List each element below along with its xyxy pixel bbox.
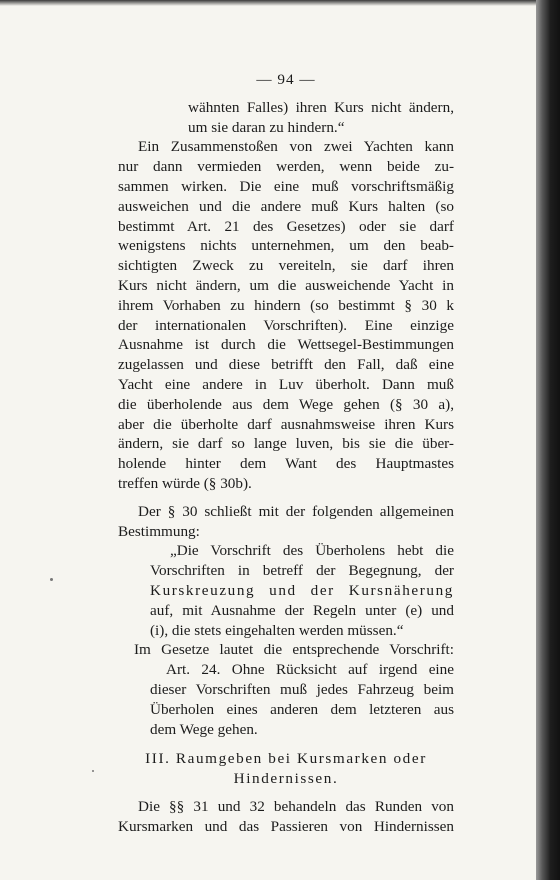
- text-line: Kurskreuzung und der Kursnäherung: [150, 581, 454, 599]
- text-line: Die §§ 31 und 32 behandeln das Runden von: [138, 797, 454, 815]
- paragraph-gap: [118, 494, 454, 502]
- para-1: [118, 137, 454, 493]
- paper-speck: [50, 578, 53, 581]
- text-line: Bestimmung:: [118, 522, 200, 540]
- text-line: aber die überholte darf ausnahmsweise ihren Kurs: [118, 415, 454, 433]
- final-gap: [118, 789, 454, 797]
- text-line: bestimmt Art. 21 des Gesetzes) oder sie darf: [118, 217, 454, 235]
- text-line: wähnten Falles) ihren Kurs nicht ändern,: [188, 98, 454, 116]
- text-line: um sie daran zu hindern.“: [188, 118, 345, 136]
- text-line: Ein Zusammenstoßen von zwei Yachten kann: [138, 138, 454, 156]
- text-line: ihrem Vorhaben zu hindern (so bestimmt § 30 k: [118, 296, 454, 314]
- text-line: „Die Vorschrift des Überholens hebt die: [170, 542, 454, 560]
- text-line: wenigstens nichts unternehmen, um den beab-: [118, 237, 454, 255]
- para-2: [118, 502, 454, 542]
- text-line: ändern, sie darf so lange luven, bis sie die über-: [118, 435, 454, 453]
- text-line: (i), die stets eingehalten werden müssen.“: [150, 621, 404, 639]
- text-line: treffen würde (§ 30b).: [118, 474, 252, 492]
- para-3: [118, 640, 454, 660]
- text-line: holende hinter dem Want des Hauptmastes: [118, 455, 454, 473]
- heading-gap: [118, 739, 454, 749]
- section-heading-line-1: III. Raumgeben bei Kursmarken oder: [145, 750, 427, 768]
- text-line: sammen wirken. Die eine muß vorschriftsmäßig: [118, 177, 454, 195]
- paper-speck: [92, 770, 94, 772]
- text-line: der internationalen Vorschriften). Eine einzige: [118, 316, 454, 334]
- text-line: Vorschriften in betreff der Begegnung, der: [150, 562, 454, 580]
- text-line: Yacht eine andere in Luv überholt. Dann muß: [118, 375, 454, 393]
- quote-tail: [118, 98, 454, 138]
- text-line: Kurs nicht ändern, um die ausweichende Yacht in: [118, 276, 454, 294]
- art-24: [118, 660, 454, 739]
- text-line: Der § 30 schließt mit der folgenden allgemeinen: [138, 502, 454, 520]
- text-line: sichtigten Zweck zu vereiteln, sie darf ihren: [118, 257, 454, 275]
- text-line: nur dann vermieden werden, wenn beide zu-: [118, 158, 454, 176]
- quote-2: [118, 541, 454, 640]
- text-line: Art. 24. Ohne Rücksicht auf irgend eine: [166, 661, 454, 679]
- text-line: Kursmarken und das Passieren von Hindernissen: [118, 817, 454, 835]
- text-line: dem Wege gehen.: [150, 720, 258, 738]
- text-line: dieser Vorschriften muß jedes Fahrzeug beim: [150, 680, 454, 698]
- page-top-shadow: [0, 0, 536, 6]
- text-line: ausweichen und die andere muß Kurs halten (so: [118, 197, 454, 215]
- page-number: — 94 —: [256, 71, 316, 88]
- text-line: Im Gesetze lautet die entsprechende Vorschrift:: [134, 641, 454, 659]
- text-line: Ausnahme ist durch die Wettsegel-Bestimmungen: [118, 336, 454, 354]
- text-blocks: [118, 98, 454, 740]
- page-content: [118, 70, 454, 836]
- text-line: Überholen eines anderen dem letzteren aus: [150, 700, 454, 718]
- text-line: zugelassen und diese betrifft den Fall, daß eine: [118, 356, 454, 374]
- text-line: auf, mit Ausnahme der Regeln unter (e) und: [150, 601, 454, 619]
- final-paragraph: [118, 797, 454, 837]
- text-line: die überholende aus dem Wege gehen (§ 30 a),: [118, 395, 454, 413]
- section-heading-line-2: Hindernissen.: [233, 770, 339, 788]
- book-spine-edge: [536, 0, 560, 880]
